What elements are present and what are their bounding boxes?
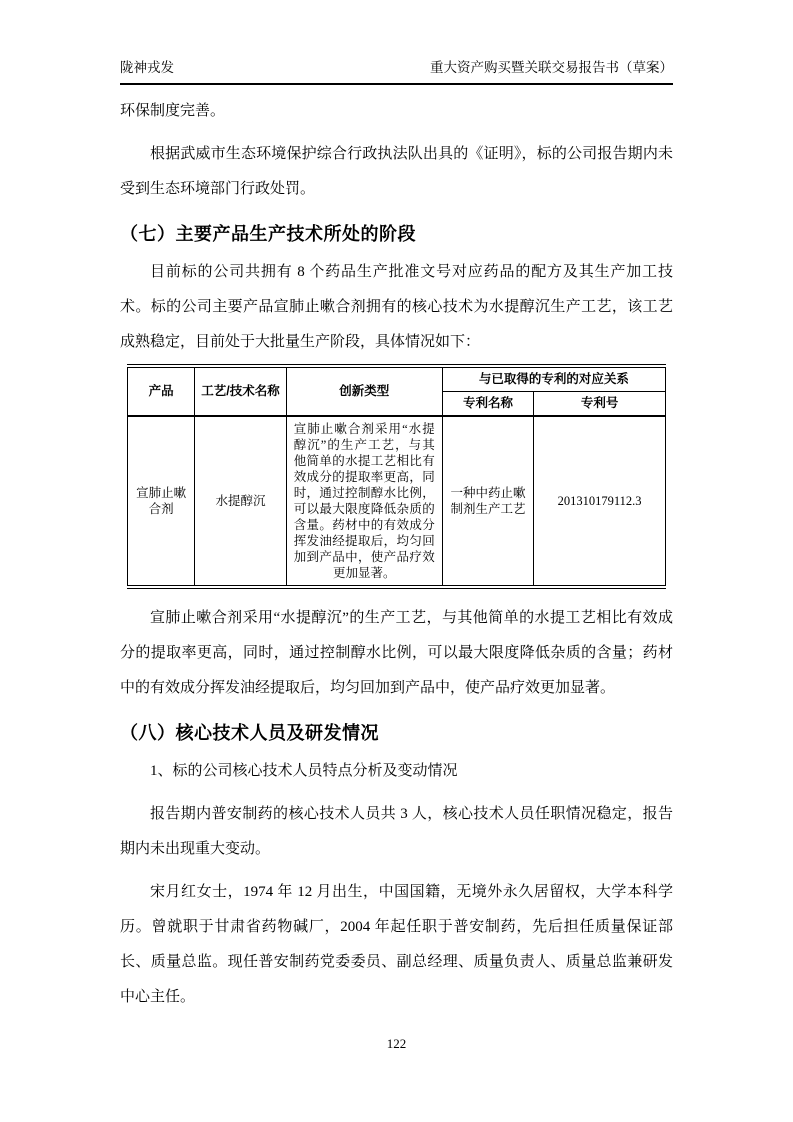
col-header-process: 工艺/技术名称: [195, 366, 286, 416]
col-header-patent-no: 专利号: [534, 392, 666, 417]
cell-patent-no: 201310179112.3: [534, 416, 666, 587]
sub-heading-1: 1、标的公司核心技术人员特点分析及变动情况: [150, 763, 458, 779]
page-number: 122: [386, 1036, 407, 1051]
running-header: [120, 56, 673, 85]
paragraph-tech-intro: 目前标的公司共拥有 8 个药品生产批准文号对应药品的配方及其生产加工技术。标的公司主要产品宣肺止嗽合剂拥有的核心技术为水提醇沉生产工艺，该工艺成熟稳定，目前处于大批量生产阶段，具体情况如下：: [120, 264, 673, 350]
table-header-row-1: [128, 366, 666, 392]
patent-table-head: [128, 366, 666, 416]
page-body: [120, 94, 673, 1015]
table-row: [128, 416, 666, 587]
section-heading-7: （七）主要产品生产技术所处的阶段: [120, 224, 416, 244]
paragraph-env-system: 环保制度完善。: [120, 103, 226, 119]
cell-process: 水提醇沉: [195, 416, 286, 587]
page-footer: [0, 1036, 793, 1052]
cell-patent-name: 一种中药止嗽制剂生产工艺: [442, 416, 533, 587]
col-header-patent-group: 与已取得的专利的对应关系: [442, 366, 665, 392]
patent-table: [127, 364, 666, 589]
header-company-name: 陇神戎发: [120, 60, 174, 75]
col-header-product: 产品: [128, 366, 195, 416]
section-heading-8: （八）核心技术人员及研发情况: [120, 723, 379, 743]
paragraph-process-detail: 宣肺止嗽合剂采用“水提醇沉”的生产工艺，与其他简单的水提工艺相比有效成分的提取率更高，同时，通过控制醇水比例，可以最大限度降低杂质的含量；药材中的有效成分挥发油经提取后，均匀回加到产品中，使产品疗效更加显著。: [120, 610, 673, 696]
cell-product: 宣肺止嗽合剂: [128, 416, 195, 587]
patent-table-body: [128, 416, 666, 587]
paragraph-certificate: 根据武威市生态环境保护综合行政执法队出具的《证明》，标的公司报告期内未受到生态环境部门行政处罚。: [120, 146, 673, 197]
header-report-title: 重大资产购买暨关联交易报告书（草案）: [430, 60, 673, 75]
paragraph-staff: 报告期内普安制药的核心技术人员共 3 人，核心技术人员任职情况稳定，报告期内未出现重大变动。: [120, 806, 673, 857]
col-header-innovation: 创新类型: [286, 366, 442, 416]
paragraph-song-yuehong: 宋月红女士，1974 年 12 月出生，中国国籍，无境外永久居留权，大学本科学历。曾就职于甘肃省药物碱厂，2004 年起任职于普安制药，先后担任质量保证部长、质量总监。现任普安制药党委委员、副总经理、质量负责人、质量总监兼研发中心主任。: [120, 884, 673, 1005]
col-header-patent-name: 专利名称: [442, 392, 533, 417]
cell-innovation: 宣肺止嗽合剂采用“水提醇沉”的生产工艺，与其他简单的水提工艺相比有效成分的提取率更高，同时，通过控制醇水比例，可以最大限度降低杂质的含量。药材中的有效成分挥发油经提取后，均匀回加到产品中，使产品疗效更加显著。: [286, 416, 442, 587]
